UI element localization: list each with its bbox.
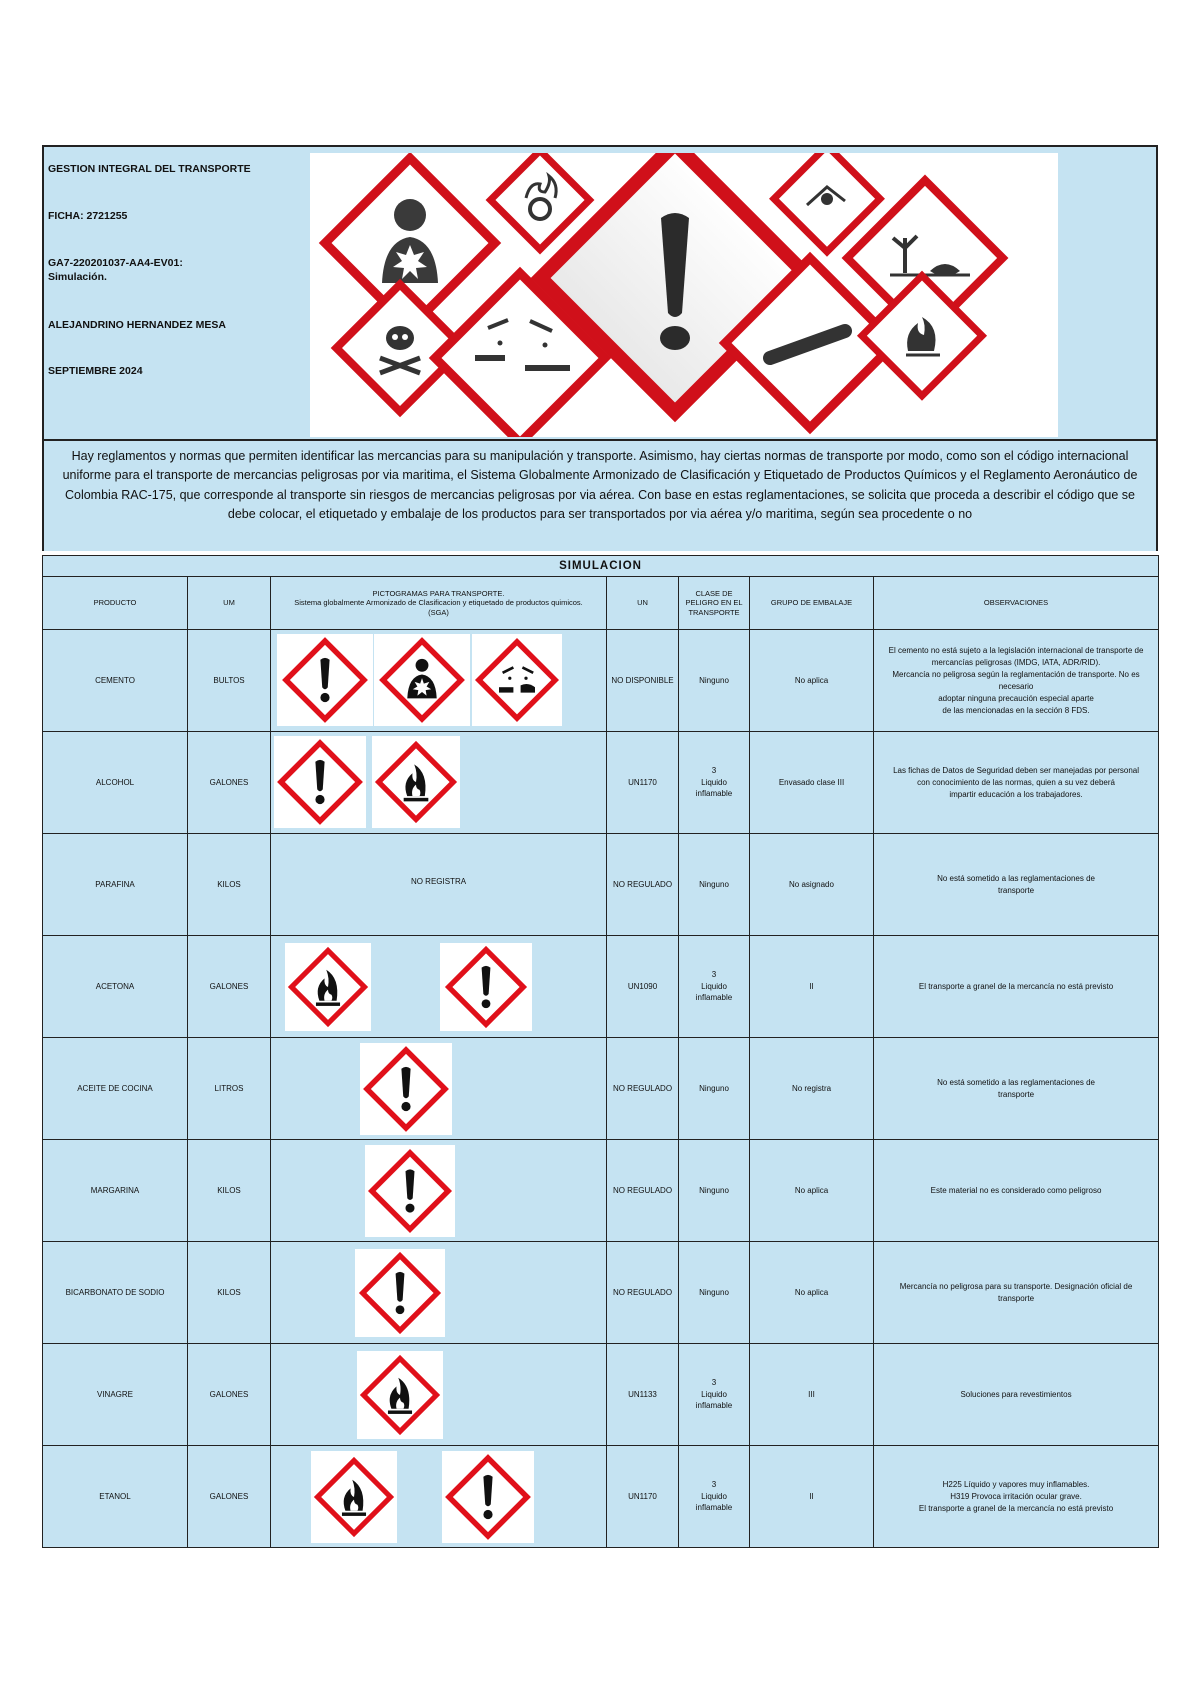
pictogram-group xyxy=(271,1141,606,1241)
cell-um: GALONES xyxy=(188,1446,271,1548)
flame-icon xyxy=(357,1351,443,1439)
cell-observaciones-line: No está sometido a las reglamentaciones de xyxy=(937,1077,1095,1087)
cell-observaciones-line: adoptar ninguna precaución especial aparte xyxy=(938,693,1094,703)
cell-observaciones-line: H319 Provoca irritación ocular grave. xyxy=(950,1491,1082,1501)
header-pictogramas-title: PICTOGRAMAS PARA TRANSPORTE. xyxy=(372,588,505,598)
cell-observaciones xyxy=(874,630,1159,732)
cell-observaciones-line: Este material no es considerado como peligroso xyxy=(930,1185,1102,1195)
document-date: SEPTIEMBRE 2024 xyxy=(48,365,143,377)
cell-clase xyxy=(679,1446,750,1548)
author-name: ALEJANDRINO HERNANDEZ MESA xyxy=(48,319,226,331)
header-pictogramas xyxy=(271,577,607,630)
cell-grupo: No registra xyxy=(750,1038,874,1140)
cell-clase-line: 3 xyxy=(711,1480,717,1490)
cell-clase-line: inflamable xyxy=(695,993,733,1003)
cell-producto: ACETONA xyxy=(43,936,188,1038)
cell-producto: BICARBONATO DE SODIO xyxy=(43,1242,188,1344)
cell-clase xyxy=(679,732,750,834)
exclamation-icon xyxy=(277,634,373,726)
health-hazard-icon xyxy=(374,634,470,726)
cell-clase-line: 3 xyxy=(711,970,717,980)
cell-observaciones xyxy=(874,1344,1159,1446)
cell-un: NO REGULADO xyxy=(607,1038,679,1140)
table-title: SIMULACION xyxy=(43,556,1159,577)
cell-observaciones-line: No está sometido a las reglamentaciones de xyxy=(937,873,1095,883)
cell-observaciones-line: Soluciones para revestimientos xyxy=(960,1389,1072,1399)
cell-clase-line: Ninguno xyxy=(699,1287,729,1297)
cell-producto: CEMENTO xyxy=(43,630,188,732)
cell-um: GALONES xyxy=(188,1344,271,1446)
cell-clase xyxy=(679,936,750,1038)
header-clase-l1: CLASE DE xyxy=(695,588,733,598)
cell-um: LITROS xyxy=(188,1038,271,1140)
cell-producto: MARGARINA xyxy=(43,1140,188,1242)
cell-pictogramas xyxy=(271,1344,607,1446)
cell-pictogramas xyxy=(271,1446,607,1548)
cell-observaciones xyxy=(874,1140,1159,1242)
cell-clase-line: Liquido xyxy=(701,1491,727,1501)
corrosive-icon xyxy=(472,634,562,726)
header-um: UM xyxy=(188,577,271,630)
table-row xyxy=(43,1140,1159,1242)
cell-um: BULTOS xyxy=(188,630,271,732)
pictogram-group xyxy=(271,1345,606,1445)
cell-clase-line: Liquido xyxy=(701,981,727,991)
cell-observaciones-line: de las mencionadas en la sección 8 FDS. xyxy=(942,705,1090,715)
cell-clase-line: 3 xyxy=(711,766,717,776)
cell-observaciones-line: El cemento no está sujeto a la legislación internacional de transporte de xyxy=(888,645,1144,655)
cell-clase xyxy=(679,1038,750,1140)
cell-observaciones-line: con conocimiento de las normas, quien a su vez deberá xyxy=(917,777,1115,787)
header-un: UN xyxy=(607,577,679,630)
exclamation-icon xyxy=(360,1043,452,1135)
table-row xyxy=(43,1446,1159,1548)
cell-clase xyxy=(679,1140,750,1242)
header-clase-l2: PELIGRO EN EL xyxy=(685,598,743,608)
cell-un: UN1170 xyxy=(607,732,679,834)
cell-clase-line: Ninguno xyxy=(699,1083,729,1093)
course-title: GESTION INTEGRAL DEL TRANSPORTE xyxy=(48,163,251,175)
cell-um: GALONES xyxy=(188,732,271,834)
cell-observaciones-line: El transporte a granel de la mercancía no está previsto xyxy=(918,981,1114,991)
cell-clase-line: Ninguno xyxy=(699,1185,729,1195)
flame-icon xyxy=(311,1451,397,1543)
cell-observaciones-line: Mercancía no peligrosa para su transporte. Designación oficial de xyxy=(899,1281,1133,1291)
ghs-collage-image xyxy=(310,153,1058,437)
ficha-number: FICHA: 2721255 xyxy=(48,210,128,222)
table-row xyxy=(43,936,1159,1038)
flame-icon xyxy=(285,943,371,1031)
table-row xyxy=(43,1242,1159,1344)
cell-un: NO REGULADO xyxy=(607,1140,679,1242)
cell-grupo: No asignado xyxy=(750,834,874,936)
cell-um: KILOS xyxy=(188,1242,271,1344)
cell-pictogramas xyxy=(271,630,607,732)
cell-grupo: Envasado clase III xyxy=(750,732,874,834)
cell-grupo: III xyxy=(750,1344,874,1446)
cell-clase-line: Liquido xyxy=(701,1389,727,1399)
table-row xyxy=(43,1344,1159,1446)
cell-grupo: No aplica xyxy=(750,1242,874,1344)
cell-observaciones-line: impartir educación a los trabajadores. xyxy=(949,789,1083,799)
cell-pictogramas xyxy=(271,1038,607,1140)
table-row xyxy=(43,630,1159,732)
cell-observaciones xyxy=(874,1038,1159,1140)
cell-clase xyxy=(679,1242,750,1344)
pictogram-group xyxy=(271,1447,606,1547)
cell-observaciones xyxy=(874,936,1159,1038)
exclamation-icon xyxy=(442,1451,534,1543)
activity-code xyxy=(48,257,183,284)
cell-pictogramas xyxy=(271,834,607,936)
intro-paragraph: Hay reglamentos y normas que permiten identificar las mercancias para su manipulación y transporte. Asimismo, hay ciertas normas de transporte por modo, como son el código internacional uniforme para el transporte de mercancias peligrosas por via maritima, el Sistema Globalmente Armonizado de Clasificación y Etiquetado de Productos Químicos y el Reglamento Aeronáutico de Colombia RAC-175, que corresponde al transporte sin riesgos de mercancias peligrosas por via aérea. Con base en estas reglamentaciones, se solicita que proceda a describir el código que se debe colocar, el etiquetado y embalaje de los productos para ser transportados por via aérea y/o maritima, según sea procedente o no xyxy=(42,441,1158,551)
cell-clase xyxy=(679,834,750,936)
activity-name: Simulación. xyxy=(48,270,107,283)
table-header-row xyxy=(43,577,1159,630)
pictogram-group xyxy=(271,631,606,731)
cell-observaciones-line: El transporte a granel de la mercancía no está previsto xyxy=(918,1503,1114,1513)
header-producto: PRODUCTO xyxy=(43,577,188,630)
table-row xyxy=(43,834,1159,936)
cell-um: KILOS xyxy=(188,1140,271,1242)
cell-grupo: No aplica xyxy=(750,1140,874,1242)
cell-clase xyxy=(679,1344,750,1446)
cell-un: NO DISPONIBLE xyxy=(607,630,679,732)
cell-producto: ALCOHOL xyxy=(43,732,188,834)
cell-observaciones-line: Las fichas de Datos de Seguridad deben ser manejadas por personal xyxy=(893,765,1139,775)
cell-observaciones xyxy=(874,834,1159,936)
cell-un: UN1133 xyxy=(607,1344,679,1446)
cell-clase-line: inflamable xyxy=(695,1503,733,1513)
cell-producto: ACEITE DE COCINA xyxy=(43,1038,188,1140)
pictogram-group xyxy=(271,733,606,833)
cell-un: UN1090 xyxy=(607,936,679,1038)
cell-grupo: No aplica xyxy=(750,630,874,732)
cell-um: KILOS xyxy=(188,834,271,936)
header-panel xyxy=(42,145,1158,441)
header-clase xyxy=(679,577,750,630)
cell-observaciones-line: transporte xyxy=(998,1293,1035,1303)
cell-observaciones-line: H225 Líquido y vapores muy inflamables. xyxy=(942,1479,1090,1489)
cell-observaciones-line: Mercancía no peligrosa según la reglamentación de transporte. No es necesario xyxy=(892,669,1140,691)
exclamation-icon xyxy=(365,1145,455,1237)
cell-un: NO REGULADO xyxy=(607,1242,679,1344)
activity-code-line: GA7-220201037-AA4-EV01: xyxy=(48,257,183,269)
cell-un: UN1170 xyxy=(607,1446,679,1548)
table-row xyxy=(43,732,1159,834)
simulation-table xyxy=(42,555,1159,1548)
pictogram-group xyxy=(271,1039,606,1139)
cell-pictogramas xyxy=(271,936,607,1038)
cell-pictogramas xyxy=(271,1242,607,1344)
cell-clase-line: Ninguno xyxy=(699,879,729,889)
cell-um: GALONES xyxy=(188,936,271,1038)
cell-pictogramas xyxy=(271,1140,607,1242)
pictogram-group xyxy=(271,937,606,1037)
no-registra-label: NO REGISTRA xyxy=(410,876,467,886)
cell-observaciones-line: transporte xyxy=(998,1089,1035,1099)
header-clase-l3: TRANSPORTE xyxy=(688,607,740,617)
cell-grupo: II xyxy=(750,936,874,1038)
table-body xyxy=(43,630,1159,1548)
cell-clase-line: inflamable xyxy=(695,1401,733,1411)
cell-observaciones xyxy=(874,1242,1159,1344)
cell-clase xyxy=(679,630,750,732)
cell-observaciones xyxy=(874,1446,1159,1548)
header-grupo: GRUPO DE EMBALAJE xyxy=(750,577,874,630)
cell-producto: PARAFINA xyxy=(43,834,188,936)
exclamation-icon xyxy=(274,736,366,828)
cell-producto: VINAGRE xyxy=(43,1344,188,1446)
exclamation-icon xyxy=(440,943,532,1031)
pictogram-group xyxy=(271,835,606,935)
cell-un: NO REGULADO xyxy=(607,834,679,936)
table-row xyxy=(43,1038,1159,1140)
pictogram-group xyxy=(271,1243,606,1343)
hazard-pictograms-banner xyxy=(310,153,1058,437)
cell-observaciones-line: transporte xyxy=(998,885,1035,895)
cell-clase-line: 3 xyxy=(711,1378,717,1388)
cell-observaciones xyxy=(874,732,1159,834)
cell-producto: ETANOL xyxy=(43,1446,188,1548)
cell-grupo: II xyxy=(750,1446,874,1548)
cell-clase-line: inflamable xyxy=(695,789,733,799)
exclamation-icon xyxy=(355,1249,445,1337)
cell-clase-line: Ninguno xyxy=(699,675,729,685)
header-observaciones: OBSERVACIONES xyxy=(874,577,1159,630)
header-pictogramas-subtitle: Sistema globalmente Armonizado de Clasificacion y etiquetado de productos quimicos. (SGA) xyxy=(294,598,583,617)
flame-icon xyxy=(372,736,460,828)
cell-observaciones-line: mercancías peligrosas (IMDG, IATA, ADR/RID). xyxy=(931,657,1101,667)
cell-pictogramas xyxy=(271,732,607,834)
cell-clase-line: Liquido xyxy=(701,777,727,787)
